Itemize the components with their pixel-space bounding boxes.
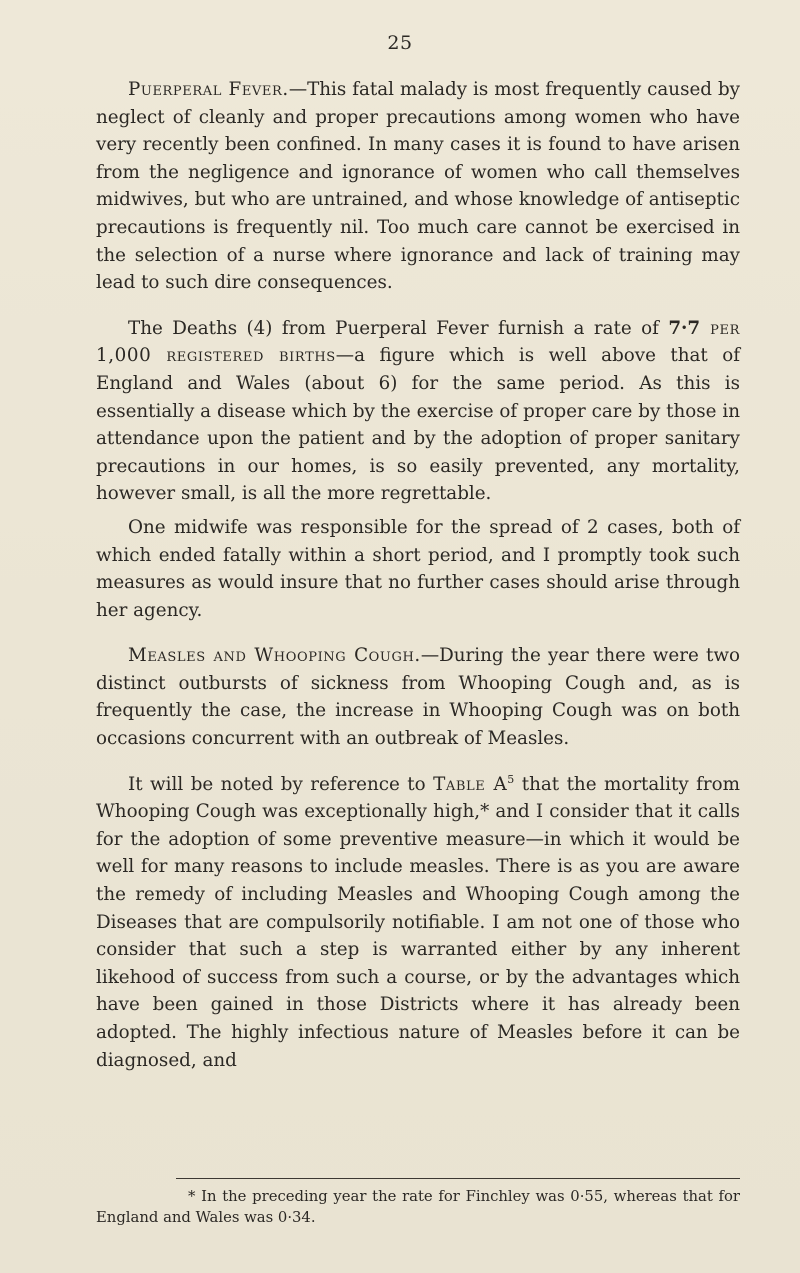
paragraph-deaths-rate bbox=[96, 315, 740, 508]
footnote bbox=[96, 1186, 740, 1228]
section-heading-measles: Measles and Whooping Cough. bbox=[128, 645, 421, 667]
paragraph-table-reference bbox=[96, 771, 740, 1075]
rate-unit: per 1,000 registered births bbox=[96, 317, 740, 367]
body-text bbox=[96, 76, 740, 1074]
paragraph-midwife bbox=[96, 514, 740, 624]
table-reference: Table A bbox=[433, 773, 508, 795]
footnote-text: * In the preceding year the rate for Finchley was 0·55, whereas that for England and Wales was 0·34. bbox=[96, 1188, 740, 1226]
footnote-divider bbox=[176, 1178, 740, 1179]
table-reference-superscript: 5 bbox=[507, 772, 515, 786]
paragraph-text: —During the year there were two distinct outbursts of sickness from Whooping Cough and, as is frequently the case, the increase in Whooping Cough was on both occasions concurrent with an outbreak of Measles. bbox=[96, 645, 740, 750]
paragraph-text: —a figure which is well above that of England and Wales (about 6) for the same period. As this is essentially a disease which by the exercise of proper care by those in attendance upon the patient and by the adoption of proper sanitary precautions in our homes, is so easily prevented, any mortality, however small, is all the more regrettable. bbox=[96, 345, 741, 505]
section-heading-puerperal-fever: Puerperal Fever. bbox=[128, 79, 289, 100]
paragraph-text: —This fatal malady is most frequently caused by neglect of cleanly and proper precautions among women who have very recently been confined. In many cases it is found to have arisen from the negligence and ignorance of women who call themselves midwives, but who are untrained, and whose knowledge of antiseptic precautions is frequently nil. Too much care cannot be exercised in the selection of a nurse where ignorance and lack of training may lead to such dire consequences. bbox=[96, 79, 740, 294]
paragraph-text: One midwife was responsible for the spread of 2 cases, both of which ended fatally within a short period, and I promptly took such measures as would insure that no further cases should arise through her agency. bbox=[96, 516, 740, 621]
paragraph-puerperal-fever bbox=[96, 76, 740, 297]
rate-value: 7·7 bbox=[668, 317, 701, 339]
paragraph-measles-whooping-cough bbox=[96, 642, 740, 752]
paragraph-text: It will be noted by reference to bbox=[128, 773, 434, 795]
page-number: 25 bbox=[387, 32, 413, 54]
paragraph-text: that the mortality from Whooping Cough was exceptionally high,* and I consider that it calls for the adoption of some preventive measure—in which it would be well for many reasons to include measles. There is as you are aware the remedy of including Measles and Whooping Cough among the Diseases that are compulsorily notifiable. I am not one of those who consider that such a step is warranted either by any inherent likehood of success from such a course, or by the advantages which have been gained in those Districts where it has already been adopted. The highly infectious nature of Measles before it can be diagnosed, and bbox=[96, 773, 740, 1071]
paragraph-text: The Deaths (4) from Puerperal Fever furnish a rate of bbox=[128, 317, 669, 339]
